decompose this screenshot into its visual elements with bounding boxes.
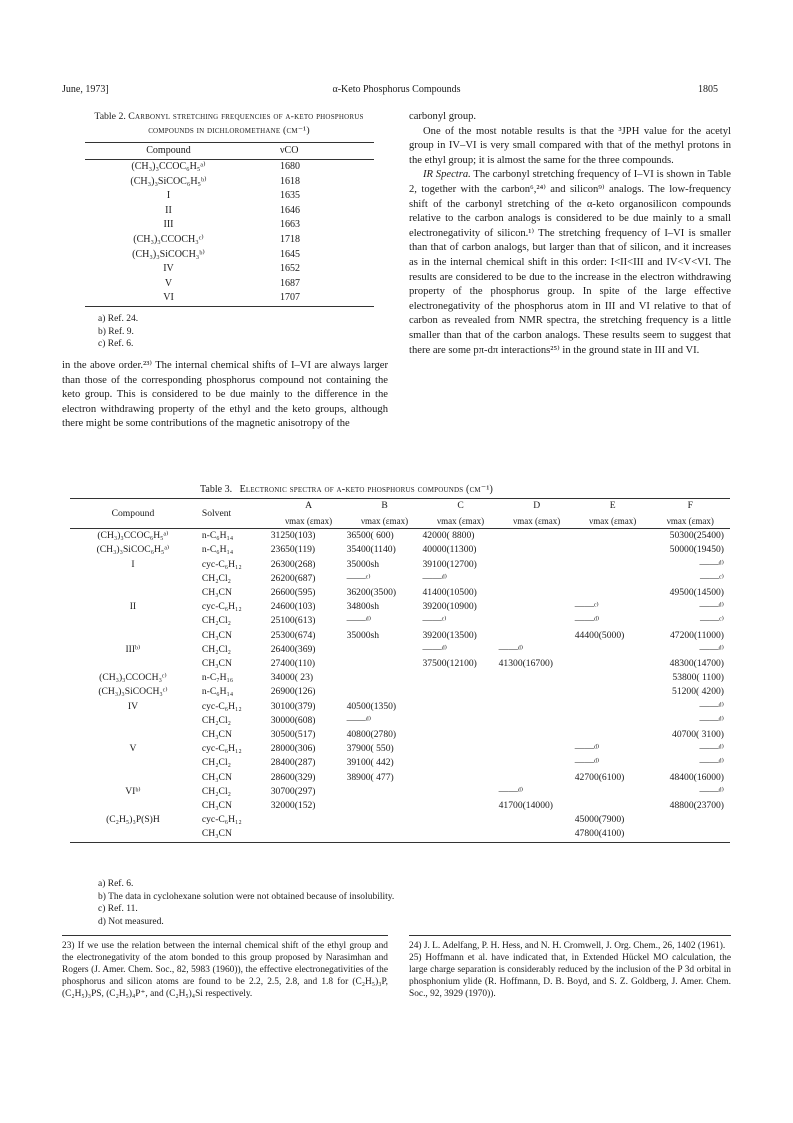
table3-compound-cell [70, 714, 196, 728]
table3-caption-text: Electronic spectra of α-keto phosphorus compounds (cm⁻¹) [239, 484, 494, 495]
table3-band-b-cell: 36200(3500) [346, 587, 397, 599]
table3-band-e-cell [575, 671, 651, 685]
table2-compound-cell: III [163, 219, 174, 231]
table3-band-b-cell: ——ᵈ⁾ [346, 615, 372, 627]
table3-compound-cell [70, 756, 196, 770]
table3-band-a-cell: 30100(379) [270, 700, 316, 712]
table3-band-e-cell [575, 643, 651, 657]
table3-band-b-cell: 40500(1350) [346, 700, 397, 712]
table3-band-a-cell: 26900(126) [270, 686, 316, 698]
table3-band-b-cell: ——ᶜ⁾ [346, 572, 371, 584]
table3-note: c) Ref. 11. [98, 904, 138, 914]
table2-value-cell: 1707 [252, 291, 374, 306]
table3-row [70, 572, 730, 586]
table3-row [70, 685, 730, 699]
table3-band-d-cell [499, 671, 575, 685]
table3-header-compound: Compound [70, 499, 196, 529]
table3-solvent-cell: cyc-C₆H₁₂ [201, 601, 242, 613]
table3-solvent-cell: n-C₇H₁₆ [201, 672, 234, 684]
table3-band-b-cell: 37900( 550) [346, 743, 394, 755]
table3-header-solvent: Solvent [196, 499, 271, 529]
table3-solvent-cell: CH₃CN [201, 729, 232, 741]
table3-compound-cell: II [129, 601, 137, 613]
table3-band-c-cell [423, 813, 499, 827]
table3-solvent-cell: CH₂Cl₂ [201, 785, 231, 797]
table3-band-f-cell: 48300(14700) [669, 658, 724, 670]
table3-row [70, 756, 730, 770]
table3-band-c-cell [423, 685, 499, 699]
table3-band-e-cell: 47800(4100) [575, 827, 651, 842]
table3-compound-cell [70, 799, 196, 813]
table3-band-e-cell: ——ᵈ⁾ [574, 757, 600, 769]
table3-band-f-cell: 53800( 1100) [672, 672, 724, 684]
table3-row [70, 586, 730, 600]
table3-band-c-cell: ——ᵈ⁾ [422, 643, 448, 655]
table2-value-cell: 1635 [280, 190, 300, 202]
table3-band-f-cell: ——ᶜ⁾ [700, 615, 724, 627]
table3-note: d) Not measured. [98, 916, 164, 927]
table3-band-a-cell: 26600(595) [270, 587, 316, 599]
header-title: α-Keto Phosphorus Compounds [332, 84, 461, 95]
table3-band-e-cell [575, 785, 651, 799]
table3-band-c-cell [423, 756, 499, 770]
table3-row [70, 742, 730, 756]
table2-note: c) Ref. 6. [98, 339, 134, 349]
table3-caption [200, 484, 493, 495]
table2-caption-label: Table 2. [94, 111, 126, 122]
table3-solvent-cell: cyc-C₆H₁₂ [201, 558, 242, 570]
table3-band-d-cell: ——ᵈ⁾ [498, 785, 524, 797]
band-label: C [423, 499, 499, 514]
footnote-23: 23) If we use the relation between the internal chemical shift of the ethyl group and the electronegativity of the atom bonded to this group proposed by Narasimhan and Rogers (J. Amer. Chem. Soc., 82, 5983 (1960)), the effective electronegativities of the phosphorus and silicon atoms are found to be 2.2, 2.5, 2.8, and 1.8 for (C₂H₅)₃P, (C₂H₅)₃PS, (C₂H₅)₄P⁺, and (C₂H₅)₄Si respectively. [62, 941, 388, 1000]
table3-band-b-cell: 35000sh [346, 629, 380, 641]
table3-row [70, 827, 730, 842]
table2-note: a) Ref. 24. [98, 314, 139, 324]
table3-band-c-cell [423, 714, 499, 728]
table2-compound-cell: IV [163, 263, 174, 275]
table3-band-b-cell: 38900( 477) [346, 771, 394, 783]
table2 [85, 142, 374, 307]
table3-band-f-cell: 51200( 4200) [672, 686, 724, 698]
table3-solvent-cell: CH₂Cl₂ [201, 714, 231, 726]
table3-band-b-cell: 39100( 442) [346, 757, 394, 769]
band-sub: νmax (εmax) [347, 513, 423, 529]
table2-row [85, 233, 374, 248]
band-label: E [575, 499, 651, 514]
footnotes-right [409, 940, 731, 1000]
table3-band-b-cell: 36500( 600) [346, 530, 394, 542]
band-label: F [651, 499, 730, 514]
band-sub: νmax (εmax) [575, 513, 651, 529]
table2-row [85, 248, 374, 263]
table3-band-c-cell [423, 771, 499, 785]
table3-band-c-cell: 39100(12700) [422, 558, 477, 570]
table2-value-cell: 1687 [280, 277, 300, 289]
table3-band-f-cell: ——ᵈ⁾ [699, 743, 724, 755]
table3-band-e-cell: ——ᵈ⁾ [574, 615, 600, 627]
table3-band-a-cell: 25300(674) [270, 629, 316, 641]
table3-band-f-cell: ——ᵈ⁾ [699, 757, 724, 769]
table3-band-e-cell [575, 529, 651, 544]
band-sub: νmax (εmax) [651, 513, 730, 529]
table3-row [70, 558, 730, 572]
table3-band-f-cell: ——ᵈ⁾ [699, 700, 724, 712]
table3-band-f-cell: 50000(19450) [669, 544, 724, 556]
table3-note: b) The data in cyclohexane solution were not obtained because of insolubility. [98, 891, 395, 902]
table2-row [85, 277, 374, 292]
table3-band-a-cell: 32000(152) [270, 800, 316, 812]
table2-value-cell: 1652 [280, 263, 300, 275]
table2-compound-cell: I [166, 190, 171, 202]
table2-compound-cell: (CH₃)₃CCOC₆H₅ᵃ⁾ [131, 161, 206, 172]
table3-row [70, 799, 730, 813]
table2-header-value: νCO [252, 143, 374, 160]
right-para-1: carbonyl group. [409, 111, 477, 122]
table2-value-cell: 1618 [280, 175, 300, 187]
table3-row [70, 728, 730, 742]
table3-band-b-cell [347, 643, 423, 657]
table3-band-c-cell: 42000( 8800) [422, 530, 475, 542]
table3-band-e-cell [575, 728, 651, 742]
table3-compound-cell [70, 771, 196, 785]
band-label: D [499, 499, 575, 514]
table3-band-d-cell [499, 558, 575, 572]
table3-band-e-cell [575, 586, 651, 600]
table3-solvent-cell: CH₂Cl₂ [201, 615, 231, 627]
table3-band-e-cell: ——ᵈ⁾ [574, 743, 600, 755]
table2-value-cell: 1718 [280, 233, 300, 245]
footnotes-left [62, 940, 388, 1000]
table2-note: b) Ref. 9. [98, 326, 134, 337]
table3-solvent-cell: n-C₆H₁₄ [201, 686, 234, 698]
table3-row [70, 600, 730, 614]
table3-solvent-cell: CH₂Cl₂ [201, 757, 231, 769]
table3-row [70, 771, 730, 785]
table3-compound-cell: (CH₃)₃CCOC₆H₅ᵃ⁾ [97, 530, 169, 542]
table3-band-d-cell [499, 756, 575, 770]
table3-band-b-cell: 34800sh [346, 601, 380, 613]
table3-row [70, 714, 730, 728]
table2-caption [80, 110, 378, 138]
table3-solvent-cell: CH₂Cl₂ [201, 643, 231, 655]
table3-band-a-cell: 25100(613) [270, 615, 316, 627]
table3-band-e-cell: 44400(5000) [574, 629, 625, 641]
table3-band-d-cell [499, 742, 575, 756]
table2-row [85, 204, 374, 219]
table3-band-a-cell [271, 827, 347, 842]
table3-notes [98, 878, 394, 928]
table3-band-d-cell [499, 685, 575, 699]
table3-band-f-cell: 50300(25400) [669, 530, 724, 542]
footnote-25: 25) Hoffmann et al. have indicated that, in Extended Hückel MO calculation, the large charge separation is considerably reduced by the inclusion of the P 3d orbital in phosphonium ylide (R. Hoffmann, D. B. Boyd, and S. Z. Goldberg, J. Amer. Chem. Soc., 92, 3929 (1970)). [409, 953, 731, 1000]
footnote-rule-left [62, 935, 388, 936]
table3-row [70, 785, 730, 799]
table3-solvent-cell: CH₃CN [201, 587, 232, 599]
table2-compound-cell: (CH₃)₃SiCOC₆H₅ᵇ⁾ [130, 175, 207, 187]
table3-band-d-cell [499, 827, 575, 842]
table3-band-e-cell [575, 685, 651, 699]
table3-row [70, 671, 730, 685]
table3-band-d-cell: ——ᵈ⁾ [498, 643, 524, 655]
table3-compound-cell [70, 728, 196, 742]
table3-row [70, 529, 730, 544]
table3-band-a-cell [271, 813, 347, 827]
table3-solvent-cell: CH₃CN [201, 629, 232, 641]
table3-band-a-cell: 28000(306) [270, 743, 316, 755]
table3-compound-cell [70, 586, 196, 600]
table3-band-b-cell [347, 785, 423, 799]
table3-band-c-cell [423, 827, 499, 842]
table3-band-d-cell [499, 529, 575, 544]
table2-row [85, 160, 374, 175]
table3-band-f-cell: ——ᵈ⁾ [699, 558, 724, 570]
table3-solvent-cell: n-C₆H₁₄ [201, 544, 234, 556]
table2-value-cell: 1646 [280, 204, 300, 216]
table3-band-b-cell [347, 685, 423, 699]
table3-band-d-cell [499, 700, 575, 714]
table2-row [85, 262, 374, 277]
table3-row [70, 614, 730, 628]
table3-body [70, 529, 730, 842]
table3-band-b-cell: ——ᵈ⁾ [346, 714, 372, 726]
table3-band-f-cell: 47200(11000) [669, 629, 724, 641]
table2-row [85, 218, 374, 233]
table2-notes [98, 313, 138, 351]
table3-caption-label: Table 3. [200, 484, 233, 495]
ir-spectra-heading: IR Spectra. [423, 169, 471, 181]
right-para-2: One of the most notable results is that the ³JPH value for the acetyl group in IV–VI is very small compared with that of the methyl protons in the ethyl group; it is almost the same for the three compounds. [409, 125, 731, 166]
table3-band-d-cell: 41700(14000) [498, 800, 553, 812]
table3-compound-cell: VIᵇ⁾ [125, 785, 141, 797]
table3-compound-cell: IIIᵇ⁾ [125, 643, 141, 655]
table3-band-c-cell: 37500(12100) [422, 658, 477, 670]
table3-compound-cell: (CH₃)₃SiCOC₆H₅ᵃ⁾ [96, 544, 170, 556]
table3-band-a-cell: 30000(608) [270, 714, 316, 726]
table3-compound-cell: (C₂H₅)₃P(S)H [106, 814, 160, 826]
table3-row [70, 643, 730, 657]
table3-band-a-cell: 30500(517) [270, 729, 316, 741]
table2-value-cell: 1663 [280, 219, 300, 231]
table3-compound-cell [70, 827, 196, 842]
table3-compound-cell: (CH₃)₃CCOCH₃ᶜ⁾ [99, 672, 167, 684]
table3-row [70, 657, 730, 671]
table2-compound-cell: II [165, 204, 172, 216]
table3-band-a-cell: 27400(110) [270, 658, 316, 670]
table3-band-c-cell: 39200(13500) [422, 629, 477, 641]
table2-compound-cell: V [164, 277, 173, 289]
table2-compound-cell: (CH₃)₃SiCOCH₃ᵇ⁾ [132, 248, 205, 260]
table3-solvent-cell: n-C₆H₁₄ [201, 530, 234, 542]
table3-band-f-cell: ——ᵈ⁾ [699, 601, 724, 613]
table3-band-c-cell [423, 728, 499, 742]
footnote-24: 24) J. L. Adelfang, P. H. Hess, and N. H. Cromwell, J. Org. Chem., 26, 1402 (1961). [409, 941, 726, 951]
table3-band-d-cell [499, 629, 575, 643]
table3-band-a-cell: 28400(287) [270, 757, 316, 769]
table3-band-c-cell [423, 700, 499, 714]
table3-band-a-cell: 28600(329) [270, 771, 316, 783]
band-sub: νmax (εmax) [423, 513, 499, 529]
table3-solvent-cell: cyc-C₆H₁₂ [201, 814, 242, 826]
table3-compound-cell: IV [127, 700, 138, 712]
table3-band-f-cell: ——ᵈ⁾ [699, 714, 724, 726]
table3-band-e-cell: 45000(7900) [574, 814, 625, 826]
table3 [70, 498, 730, 843]
table3-band-f-cell: 48800(23700) [669, 800, 724, 812]
table3-compound-cell [70, 614, 196, 628]
table3-band-b-cell [347, 671, 423, 685]
table3-band-e-cell [575, 572, 651, 586]
table3-solvent-cell: CH₃CN [201, 771, 232, 783]
table3-solvent-cell: cyc-C₆H₁₂ [201, 700, 242, 712]
table3-band-c-cell [423, 785, 499, 799]
table3-band-c-cell: 40000(11300) [422, 544, 477, 556]
table3-band-f-cell [651, 827, 730, 842]
table3-band-e-cell [575, 714, 651, 728]
table2-body [85, 160, 374, 307]
table2-value-cell: 1645 [280, 248, 300, 260]
table3-band-a-cell: 26300(268) [270, 558, 316, 570]
table3-row [70, 813, 730, 827]
table3-solvent-cell: CH₃CN [196, 827, 271, 842]
table3-band-f-cell: 40700( 3100) [672, 729, 724, 741]
table3-band-a-cell: 30700(297) [270, 785, 316, 797]
band-sub: νmax (εmax) [271, 513, 347, 529]
table3-band-e-cell [575, 543, 651, 557]
table3-band-f-cell: ——ᵈ⁾ [699, 785, 724, 797]
table3-band-d-cell [499, 728, 575, 742]
table3-solvent-cell: cyc-C₆H₁₂ [201, 743, 242, 755]
right-para-3 [409, 168, 731, 358]
table3-band-b-cell [347, 813, 423, 827]
table3-note: a) Ref. 6. [98, 879, 134, 889]
table3-solvent-cell: CH₃CN [201, 800, 232, 812]
header-left: June, 1973] [62, 84, 109, 95]
footnote-rule-right [409, 935, 731, 936]
table3-band-b-cell: 35000sh [346, 558, 380, 570]
table3-band-c-cell: 41400(10500) [422, 587, 477, 599]
table3-band-a-cell: 26200(687) [270, 572, 316, 584]
table3-band-d-cell [499, 543, 575, 557]
table3-compound-cell [70, 572, 196, 586]
table3-band-b-cell [347, 799, 423, 813]
table3-band-c-cell: ——ᶜ⁾ [422, 615, 447, 627]
table3-band-d-cell [499, 771, 575, 785]
table3-band-b-cell [347, 827, 423, 842]
table2-compound-cell: VI [85, 291, 252, 306]
table3-band-e-cell: ——ᶜ⁾ [574, 601, 599, 613]
table3-band-f-cell: ——ᶜ⁾ [700, 572, 724, 584]
table3-band-d-cell: 41300(16700) [498, 658, 553, 670]
table3-band-f-cell: ——ᵈ⁾ [699, 643, 724, 655]
table3-band-e-cell [575, 558, 651, 572]
right-column [409, 110, 731, 358]
table3-band-a-cell: 23650(119) [270, 544, 316, 556]
table3-band-b-cell [347, 657, 423, 671]
band-sub: νmax (εmax) [499, 513, 575, 529]
table3-band-c-cell: ——ᵈ⁾ [422, 572, 448, 584]
table2-caption-text: Carbonyl stretching frequencies of α-keto phosphorus compounds in dichloromethane (cm⁻¹) [128, 111, 364, 136]
band-label: B [347, 499, 423, 514]
table3-compound-cell [70, 629, 196, 643]
table3-band-d-cell [499, 813, 575, 827]
table3-band-a-cell: 26400(369) [270, 643, 316, 655]
table3-compound-cell [70, 657, 196, 671]
table3-band-a-cell: 31250(103) [270, 530, 316, 542]
table3-band-c-cell [423, 742, 499, 756]
table3-solvent-cell: CH₃CN [201, 658, 232, 670]
table3-band-c-cell [423, 799, 499, 813]
table3-compound-cell: I [131, 558, 135, 570]
table2-compound-cell: (CH₃)₃CCOCH₃ᶜ⁾ [133, 233, 204, 245]
table3-band-a-cell: 24600(103) [270, 601, 316, 613]
table3-band-f-cell: 48400(16000) [669, 771, 724, 783]
table3-row [70, 543, 730, 557]
table3-row [70, 700, 730, 714]
band-label: A [271, 499, 347, 514]
table3-band-c-cell: 39200(10900) [422, 601, 477, 613]
table3-band-e-cell [575, 799, 651, 813]
table2-row [85, 175, 374, 190]
table2-row [85, 291, 374, 306]
table3-solvent-cell: CH₂Cl₂ [201, 572, 231, 584]
table3-band-d-cell [499, 614, 575, 628]
table3-band-e-cell: 42700(6100) [574, 771, 625, 783]
table3-band-f-cell [651, 813, 730, 827]
table3-compound-cell: V [129, 743, 137, 755]
table3-band-b-cell: 40800(2780) [346, 729, 397, 741]
ir-spectra-text: The carbonyl stretching frequency of I–VI is shown in Table 2, together with the carbon⁶,²⁴⁾ and silicon⁹⁾ analogs. The low-frequency shift of the carbonyl stretching of the α-keto organosilicon compounds relative to the carbon analogs is considered to be due mainly to a small electronegativity of silicon.¹⁾ The stretching frequency of I–VI is smaller than that of carbon analogs, but larger than that of silicon, and it increases as in the internal chemical shift in this order: I<II<III and IV<V<VI. The results are considered to be due to the increase in the electron withdrawing property of the phosphorus group. In spite of the large effective electronegativity of the phosphorus atom in III and VI relative to that of carbon as revealed from NMR spectra, the stretching frequency is a little smaller than that of the carbon analogs. These results seem to suggest that there are some pπ-dπ interactions²⁵⁾ in the ground state in III and VI. [409, 169, 731, 356]
page-number: 1805 [698, 84, 718, 95]
table3-row [70, 629, 730, 643]
table3-band-a-cell: 34000( 23) [270, 672, 314, 684]
table3-band-b-cell: 35400(1140) [346, 544, 396, 556]
left-paragraph: in the above order.²³⁾ The internal chemical shifts of I–VI are always larger than those of the corresponding phosphorus compound not containing the keto group. This is considered to be due mainly to the difference in the electron withdrawing property of the ethyl and the keto groups, although there might be some contributions of the magnetic anisotropy of the [62, 360, 388, 430]
table2-header-compound: Compound [85, 143, 252, 160]
table3-band-d-cell [499, 572, 575, 586]
table3-band-d-cell [499, 600, 575, 614]
table3-band-e-cell [575, 657, 651, 671]
table3-band-c-cell [423, 671, 499, 685]
table3-band-f-cell: 49500(14500) [669, 587, 724, 599]
table2-value-cell: 1680 [280, 161, 300, 172]
table3-band-d-cell [499, 586, 575, 600]
table3-compound-cell: (CH₃)₃SiCOCH₃ᶜ⁾ [98, 686, 168, 698]
table3-band-e-cell [575, 700, 651, 714]
table3-band-d-cell [499, 714, 575, 728]
table2-row [85, 189, 374, 204]
